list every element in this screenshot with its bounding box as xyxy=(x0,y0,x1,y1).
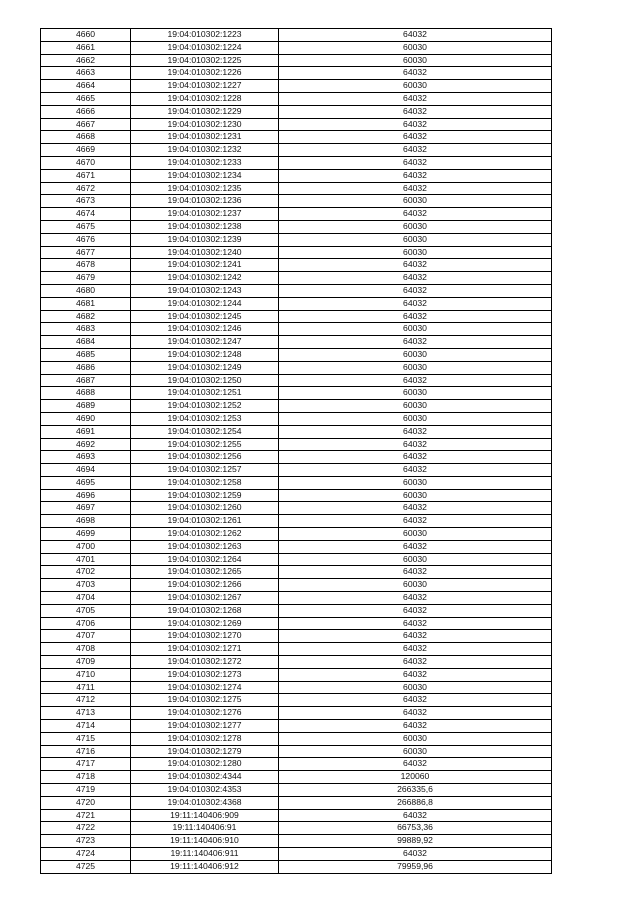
value-cell: 99889,92 xyxy=(279,835,552,848)
cadastral-number-cell: 19:04:010302:1226 xyxy=(131,67,279,80)
row-number-cell: 4684 xyxy=(41,336,131,349)
value-cell: 66753,36 xyxy=(279,822,552,835)
row-number-cell: 4719 xyxy=(41,784,131,797)
cadastral-number-cell: 19:04:010302:1272 xyxy=(131,656,279,669)
value-cell: 266886,8 xyxy=(279,796,552,809)
value-cell: 60030 xyxy=(279,195,552,208)
table-row xyxy=(41,220,552,233)
row-number-cell: 4702 xyxy=(41,566,131,579)
value-cell: 64032 xyxy=(279,592,552,605)
row-number-cell: 4665 xyxy=(41,92,131,105)
value-cell: 64032 xyxy=(279,630,552,643)
value-cell: 64032 xyxy=(279,156,552,169)
value-cell: 64032 xyxy=(279,208,552,221)
cadastral-number-cell: 19:04:010302:1247 xyxy=(131,336,279,349)
row-number-cell: 4697 xyxy=(41,502,131,515)
table-row xyxy=(41,784,552,797)
row-number-cell: 4692 xyxy=(41,438,131,451)
value-cell: 64032 xyxy=(279,464,552,477)
row-number-cell: 4724 xyxy=(41,848,131,861)
row-number-cell: 4714 xyxy=(41,720,131,733)
cadastral-number-cell: 19:04:010302:1277 xyxy=(131,720,279,733)
value-cell: 64032 xyxy=(279,284,552,297)
value-cell: 60030 xyxy=(279,553,552,566)
cadastral-number-cell: 19:04:010302:1232 xyxy=(131,144,279,157)
row-number-cell: 4699 xyxy=(41,528,131,541)
value-cell: 60030 xyxy=(279,732,552,745)
cadastral-number-cell: 19:04:010302:4353 xyxy=(131,784,279,797)
row-number-cell: 4723 xyxy=(41,835,131,848)
cadastral-number-cell: 19:04:010302:1271 xyxy=(131,643,279,656)
table-row xyxy=(41,656,552,669)
cadastral-number-cell: 19:11:140406:911 xyxy=(131,848,279,861)
table-row xyxy=(41,425,552,438)
row-number-cell: 4674 xyxy=(41,208,131,221)
table-row xyxy=(41,528,552,541)
value-cell: 64032 xyxy=(279,118,552,131)
cadastral-number-cell: 19:04:010302:1269 xyxy=(131,617,279,630)
cadastral-number-cell: 19:11:140406:912 xyxy=(131,860,279,873)
value-cell: 64032 xyxy=(279,502,552,515)
value-cell: 60030 xyxy=(279,745,552,758)
table-row xyxy=(41,54,552,67)
table-row xyxy=(41,617,552,630)
data-table xyxy=(40,28,552,874)
cadastral-number-cell: 19:04:010302:1243 xyxy=(131,284,279,297)
cadastral-number-cell: 19:04:010302:1240 xyxy=(131,246,279,259)
cadastral-number-cell: 19:04:010302:1256 xyxy=(131,451,279,464)
row-number-cell: 4682 xyxy=(41,310,131,323)
value-cell: 60030 xyxy=(279,361,552,374)
row-number-cell: 4691 xyxy=(41,425,131,438)
value-cell: 64032 xyxy=(279,259,552,272)
row-number-cell: 4671 xyxy=(41,169,131,182)
table-row xyxy=(41,297,552,310)
value-cell: 60030 xyxy=(279,476,552,489)
value-cell: 64032 xyxy=(279,310,552,323)
cadastral-number-cell: 19:04:010302:1260 xyxy=(131,502,279,515)
row-number-cell: 4708 xyxy=(41,643,131,656)
table-row xyxy=(41,67,552,80)
cadastral-number-cell: 19:04:010302:1268 xyxy=(131,604,279,617)
value-cell: 64032 xyxy=(279,67,552,80)
cadastral-number-cell: 19:04:010302:1263 xyxy=(131,540,279,553)
table-row xyxy=(41,131,552,144)
table-row xyxy=(41,643,552,656)
row-number-cell: 4681 xyxy=(41,297,131,310)
table-row xyxy=(41,412,552,425)
row-number-cell: 4716 xyxy=(41,745,131,758)
cadastral-number-cell: 19:04:010302:1280 xyxy=(131,758,279,771)
row-number-cell: 4678 xyxy=(41,259,131,272)
table-row xyxy=(41,310,552,323)
value-cell: 60030 xyxy=(279,233,552,246)
cadastral-number-cell: 19:04:010302:1238 xyxy=(131,220,279,233)
table-row xyxy=(41,80,552,93)
row-number-cell: 4718 xyxy=(41,771,131,784)
row-number-cell: 4683 xyxy=(41,323,131,336)
value-cell: 64032 xyxy=(279,105,552,118)
cadastral-number-cell: 19:04:010302:1228 xyxy=(131,92,279,105)
cadastral-number-cell: 19:04:010302:1241 xyxy=(131,259,279,272)
row-number-cell: 4725 xyxy=(41,860,131,873)
table-row xyxy=(41,438,552,451)
table-row xyxy=(41,272,552,285)
cadastral-number-cell: 19:11:140406:91 xyxy=(131,822,279,835)
value-cell: 64032 xyxy=(279,182,552,195)
row-number-cell: 4721 xyxy=(41,809,131,822)
cadastral-number-cell: 19:04:010302:1266 xyxy=(131,579,279,592)
value-cell: 60030 xyxy=(279,220,552,233)
value-cell: 60030 xyxy=(279,54,552,67)
value-cell: 64032 xyxy=(279,425,552,438)
value-cell: 64032 xyxy=(279,809,552,822)
row-number-cell: 4668 xyxy=(41,131,131,144)
cadastral-number-cell: 19:04:010302:1251 xyxy=(131,387,279,400)
table-row xyxy=(41,630,552,643)
table-row xyxy=(41,707,552,720)
row-number-cell: 4711 xyxy=(41,681,131,694)
value-cell: 60030 xyxy=(279,41,552,54)
value-cell: 64032 xyxy=(279,131,552,144)
value-cell: 60030 xyxy=(279,348,552,361)
cadastral-number-cell: 19:04:010302:1254 xyxy=(131,425,279,438)
cadastral-number-cell: 19:04:010302:1267 xyxy=(131,592,279,605)
value-cell: 64032 xyxy=(279,707,552,720)
table-row xyxy=(41,476,552,489)
row-number-cell: 4663 xyxy=(41,67,131,80)
row-number-cell: 4672 xyxy=(41,182,131,195)
row-number-cell: 4694 xyxy=(41,464,131,477)
cadastral-number-cell: 19:04:010302:1255 xyxy=(131,438,279,451)
table-row xyxy=(41,592,552,605)
table-row xyxy=(41,745,552,758)
cadastral-number-cell: 19:04:010302:1227 xyxy=(131,80,279,93)
value-cell: 60030 xyxy=(279,489,552,502)
value-cell: 64032 xyxy=(279,451,552,464)
value-cell: 64032 xyxy=(279,694,552,707)
value-cell: 64032 xyxy=(279,656,552,669)
table-row xyxy=(41,604,552,617)
value-cell: 64032 xyxy=(279,848,552,861)
value-cell: 64032 xyxy=(279,336,552,349)
table-row xyxy=(41,144,552,157)
value-cell: 64032 xyxy=(279,272,552,285)
cadastral-number-cell: 19:04:010302:1248 xyxy=(131,348,279,361)
table-row xyxy=(41,208,552,221)
cadastral-number-cell: 19:04:010302:1257 xyxy=(131,464,279,477)
row-number-cell: 4715 xyxy=(41,732,131,745)
cadastral-number-cell: 19:04:010302:1276 xyxy=(131,707,279,720)
row-number-cell: 4713 xyxy=(41,707,131,720)
row-number-cell: 4706 xyxy=(41,617,131,630)
row-number-cell: 4685 xyxy=(41,348,131,361)
table-row xyxy=(41,233,552,246)
cadastral-number-cell: 19:04:010302:1264 xyxy=(131,553,279,566)
cadastral-number-cell: 19:04:010302:1245 xyxy=(131,310,279,323)
row-number-cell: 4690 xyxy=(41,412,131,425)
value-cell: 79959,96 xyxy=(279,860,552,873)
cadastral-number-cell: 19:04:010302:1249 xyxy=(131,361,279,374)
table-row xyxy=(41,361,552,374)
cadastral-number-cell: 19:04:010302:1265 xyxy=(131,566,279,579)
row-number-cell: 4679 xyxy=(41,272,131,285)
table-row xyxy=(41,374,552,387)
cadastral-number-cell: 19:04:010302:1250 xyxy=(131,374,279,387)
value-cell: 60030 xyxy=(279,681,552,694)
row-number-cell: 4710 xyxy=(41,668,131,681)
cadastral-number-cell: 19:04:010302:1242 xyxy=(131,272,279,285)
row-number-cell: 4677 xyxy=(41,246,131,259)
value-cell: 64032 xyxy=(279,92,552,105)
cadastral-number-cell: 19:04:010302:1224 xyxy=(131,41,279,54)
table-row xyxy=(41,489,552,502)
row-number-cell: 4675 xyxy=(41,220,131,233)
table-row xyxy=(41,553,552,566)
table-row xyxy=(41,579,552,592)
value-cell: 60030 xyxy=(279,80,552,93)
cadastral-number-cell: 19:04:010302:1275 xyxy=(131,694,279,707)
table-row xyxy=(41,720,552,733)
value-cell: 64032 xyxy=(279,566,552,579)
value-cell: 64032 xyxy=(279,758,552,771)
row-number-cell: 4687 xyxy=(41,374,131,387)
cadastral-number-cell: 19:04:010302:1246 xyxy=(131,323,279,336)
row-number-cell: 4686 xyxy=(41,361,131,374)
cadastral-number-cell: 19:11:140406:909 xyxy=(131,809,279,822)
table-row xyxy=(41,29,552,42)
value-cell: 60030 xyxy=(279,400,552,413)
value-cell: 64032 xyxy=(279,169,552,182)
table-row xyxy=(41,284,552,297)
value-cell: 64032 xyxy=(279,29,552,42)
cadastral-number-cell: 19:04:010302:1279 xyxy=(131,745,279,758)
table-row xyxy=(41,771,552,784)
table-row xyxy=(41,502,552,515)
value-cell: 64032 xyxy=(279,515,552,528)
table-row xyxy=(41,156,552,169)
cadastral-number-cell: 19:04:010302:1233 xyxy=(131,156,279,169)
row-number-cell: 4717 xyxy=(41,758,131,771)
row-number-cell: 4696 xyxy=(41,489,131,502)
row-number-cell: 4703 xyxy=(41,579,131,592)
value-cell: 64032 xyxy=(279,668,552,681)
table-row xyxy=(41,41,552,54)
value-cell: 60030 xyxy=(279,387,552,400)
table-row xyxy=(41,182,552,195)
value-cell: 64032 xyxy=(279,144,552,157)
cadastral-number-cell: 19:04:010302:1244 xyxy=(131,297,279,310)
value-cell: 64032 xyxy=(279,604,552,617)
table-row xyxy=(41,796,552,809)
row-number-cell: 4720 xyxy=(41,796,131,809)
row-number-cell: 4660 xyxy=(41,29,131,42)
value-cell: 60030 xyxy=(279,579,552,592)
cadastral-number-cell: 19:04:010302:1235 xyxy=(131,182,279,195)
value-cell: 64032 xyxy=(279,297,552,310)
cadastral-number-cell: 19:04:010302:1253 xyxy=(131,412,279,425)
table-body xyxy=(41,29,552,874)
table-row xyxy=(41,860,552,873)
value-cell: 60030 xyxy=(279,246,552,259)
value-cell: 120060 xyxy=(279,771,552,784)
table-row xyxy=(41,835,552,848)
row-number-cell: 4693 xyxy=(41,451,131,464)
table-row xyxy=(41,809,552,822)
table-row xyxy=(41,515,552,528)
row-number-cell: 4670 xyxy=(41,156,131,169)
table-row xyxy=(41,732,552,745)
value-cell: 266335,6 xyxy=(279,784,552,797)
table-row xyxy=(41,92,552,105)
value-cell: 64032 xyxy=(279,374,552,387)
cadastral-number-cell: 19:04:010302:1252 xyxy=(131,400,279,413)
cadastral-number-cell: 19:04:010302:1230 xyxy=(131,118,279,131)
row-number-cell: 4676 xyxy=(41,233,131,246)
cadastral-number-cell: 19:04:010302:4368 xyxy=(131,796,279,809)
row-number-cell: 4664 xyxy=(41,80,131,93)
value-cell: 64032 xyxy=(279,617,552,630)
cadastral-number-cell: 19:04:010302:1261 xyxy=(131,515,279,528)
table-row xyxy=(41,848,552,861)
table-row xyxy=(41,694,552,707)
row-number-cell: 4662 xyxy=(41,54,131,67)
row-number-cell: 4707 xyxy=(41,630,131,643)
cadastral-number-cell: 19:04:010302:1239 xyxy=(131,233,279,246)
cadastral-number-cell: 19:04:010302:1231 xyxy=(131,131,279,144)
row-number-cell: 4680 xyxy=(41,284,131,297)
row-number-cell: 4695 xyxy=(41,476,131,489)
table-row xyxy=(41,400,552,413)
cadastral-number-cell: 19:04:010302:1234 xyxy=(131,169,279,182)
table-row xyxy=(41,668,552,681)
table-row xyxy=(41,348,552,361)
row-number-cell: 4661 xyxy=(41,41,131,54)
cadastral-number-cell: 19:04:010302:1225 xyxy=(131,54,279,67)
cadastral-number-cell: 19:11:140406:910 xyxy=(131,835,279,848)
row-number-cell: 4722 xyxy=(41,822,131,835)
cadastral-number-cell: 19:04:010302:1237 xyxy=(131,208,279,221)
table-row xyxy=(41,323,552,336)
row-number-cell: 4673 xyxy=(41,195,131,208)
table-row xyxy=(41,169,552,182)
value-cell: 60030 xyxy=(279,528,552,541)
table-row xyxy=(41,336,552,349)
cadastral-number-cell: 19:04:010302:4344 xyxy=(131,771,279,784)
cadastral-number-cell: 19:04:010302:1258 xyxy=(131,476,279,489)
table-row xyxy=(41,451,552,464)
cadastral-number-cell: 19:04:010302:1273 xyxy=(131,668,279,681)
cadastral-number-cell: 19:04:010302:1229 xyxy=(131,105,279,118)
table-row xyxy=(41,195,552,208)
cadastral-number-cell: 19:04:010302:1236 xyxy=(131,195,279,208)
table-row xyxy=(41,387,552,400)
value-cell: 60030 xyxy=(279,412,552,425)
row-number-cell: 4700 xyxy=(41,540,131,553)
row-number-cell: 4712 xyxy=(41,694,131,707)
row-number-cell: 4704 xyxy=(41,592,131,605)
value-cell: 64032 xyxy=(279,643,552,656)
row-number-cell: 4669 xyxy=(41,144,131,157)
row-number-cell: 4666 xyxy=(41,105,131,118)
table-row xyxy=(41,566,552,579)
row-number-cell: 4688 xyxy=(41,387,131,400)
table-row xyxy=(41,118,552,131)
cadastral-number-cell: 19:04:010302:1278 xyxy=(131,732,279,745)
table-row xyxy=(41,105,552,118)
cadastral-number-cell: 19:04:010302:1259 xyxy=(131,489,279,502)
value-cell: 64032 xyxy=(279,720,552,733)
value-cell: 64032 xyxy=(279,438,552,451)
row-number-cell: 4698 xyxy=(41,515,131,528)
table-row xyxy=(41,681,552,694)
row-number-cell: 4689 xyxy=(41,400,131,413)
cadastral-number-cell: 19:04:010302:1270 xyxy=(131,630,279,643)
value-cell: 64032 xyxy=(279,540,552,553)
row-number-cell: 4701 xyxy=(41,553,131,566)
table-row xyxy=(41,540,552,553)
cadastral-number-cell: 19:04:010302:1262 xyxy=(131,528,279,541)
table-row xyxy=(41,464,552,477)
table-row xyxy=(41,259,552,272)
row-number-cell: 4709 xyxy=(41,656,131,669)
value-cell: 60030 xyxy=(279,323,552,336)
cadastral-number-cell: 19:04:010302:1274 xyxy=(131,681,279,694)
row-number-cell: 4705 xyxy=(41,604,131,617)
cadastral-number-cell: 19:04:010302:1223 xyxy=(131,29,279,42)
table-row xyxy=(41,758,552,771)
table-row xyxy=(41,822,552,835)
row-number-cell: 4667 xyxy=(41,118,131,131)
table-row xyxy=(41,246,552,259)
